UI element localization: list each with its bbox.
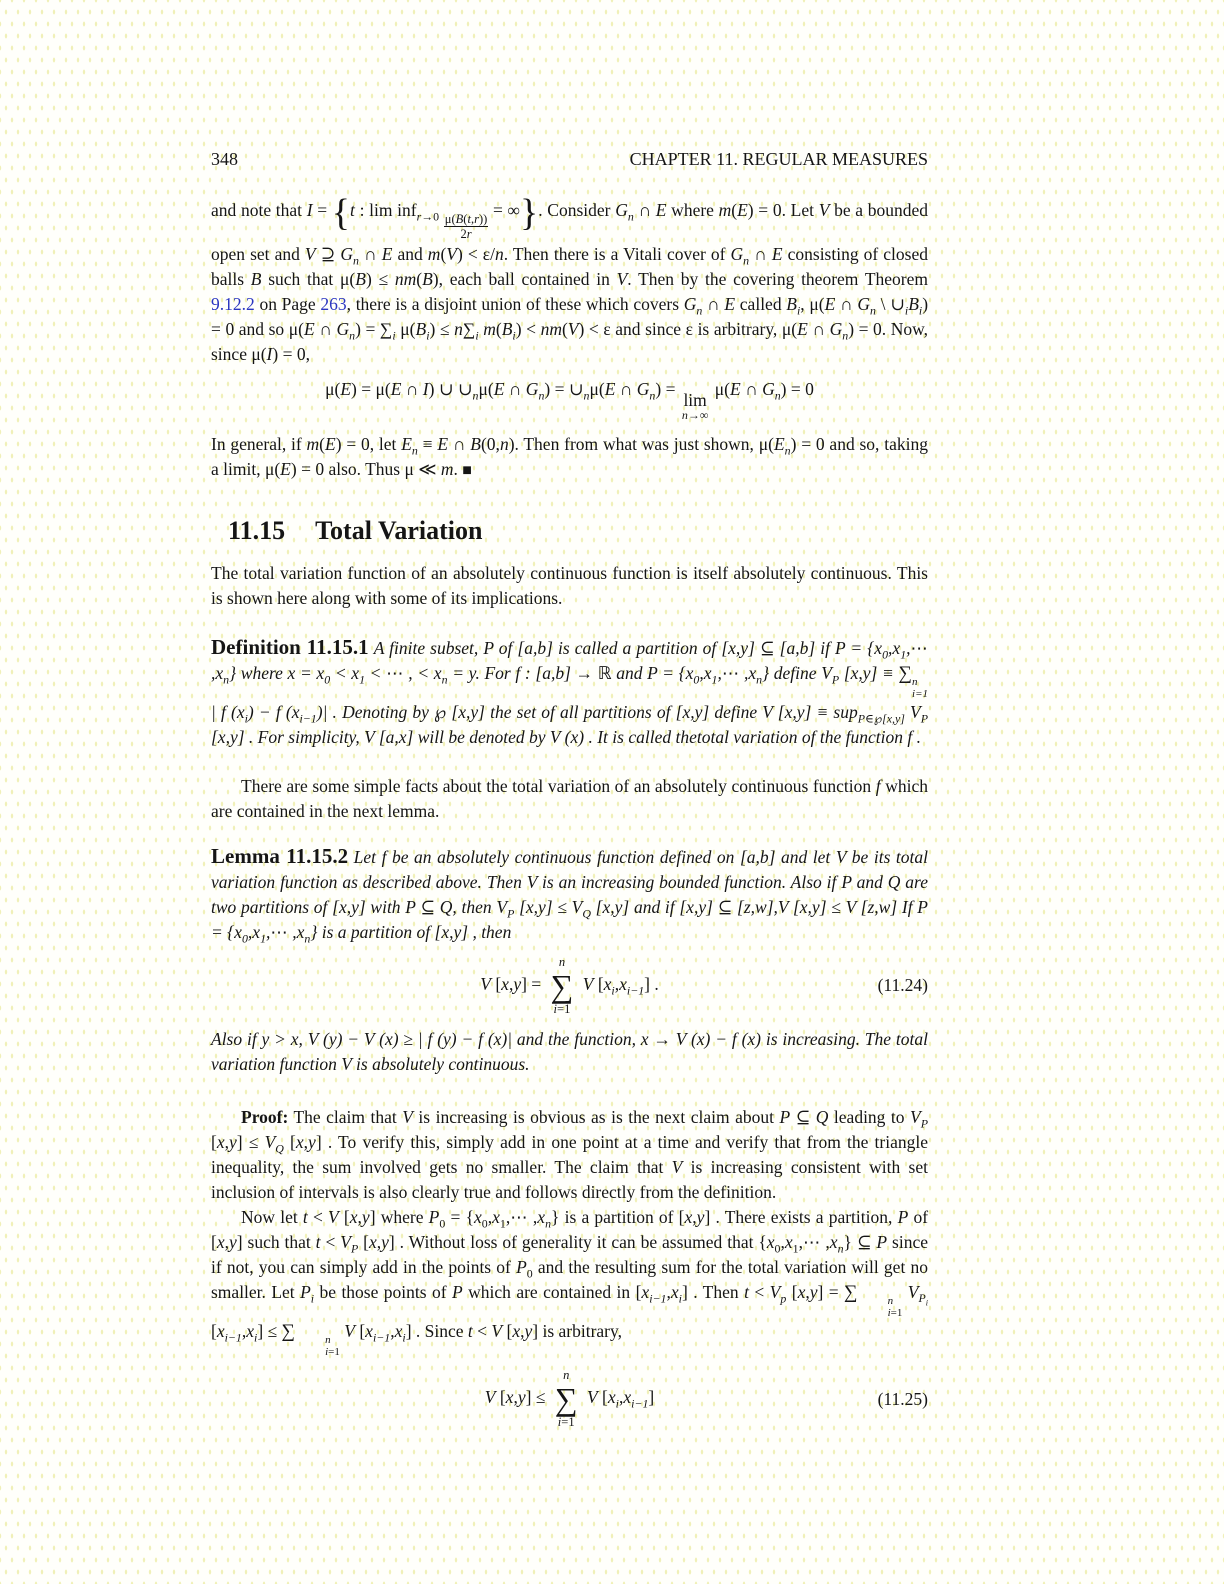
link-theorem-9-12-2[interactable]: 9.12.2 — [211, 293, 255, 314]
section-number: 11.15 — [228, 515, 286, 545]
equation-number-11-24: (11.24) — [877, 975, 928, 996]
lemma-body-continued: Also if y > x, V (y) − V (x) ≥ | f (y) − f (x)| and the function, x → V (x) − f (x) is increasing. The total variation function V is absolutely continuous. — [211, 1028, 928, 1074]
page-number: 348 — [211, 149, 238, 169]
proof-paragraph-2: Now let t < V [x,y] where $P_0$ = {$x_0,x_1,\cdots$ $,x_n$} is a partition of [x,y] . There exists a partition, P of [x,y] such that $t < V_P$ [x,y] . Without loss of generality it can be assumed that {$x_0,x_1,\cdots$ $,x_n$} ⊆ P since if not, you can simply add in the points of $P_0$ and the resulting sum for the total variation will get no smaller. Let $P_i$ be those points of P which are contained in $[x_{i-1},x_i]$ . Then $t < V_p$ [x,y] = ∑ n i=1 $V_{P_i}$ $[x_{i-1},x_i]$ ≤ ∑ n i=1 V $[x_{i-1},x_i]$ . Since t < V [x,y] is arbitrary, — [211, 1206, 929, 1359]
section-heading — [211, 515, 928, 547]
equation-body: V [x,y] ≤ n ∑ i=1 V $[x_i,x_{i-1}]$ — [484, 1368, 655, 1430]
proof-paragraph-1: Proof: The claim that V is increasing is obvious as is the next claim about P ⊆ Q leading to $V_P$ $[x,y] \le V_Q$ [x,y] . To verify this, simply add in one point at a time and verify that from the triangle inequality, the sum involved gets no smaller. The claim that V is increasing consistent with set inclusion of intervals is also clearly true and follows directly from the definition. — [211, 1106, 928, 1202]
definition-block — [211, 635, 928, 750]
link-page-263[interactable]: 263 — [320, 293, 347, 314]
paragraph-in-general: In general, if m(E) = 0, let $E_n \equiv E$ ∩ B(0,n). Then from what was just shown, $\mu(E_n) = 0$ and so, taking a limit, μ(E) = 0 also. Thus μ ≪ m. ■ — [211, 433, 928, 479]
definition-label: Definition 11.15.1 — [211, 634, 369, 659]
equation-number-11-25: (11.25) — [877, 1388, 928, 1409]
paragraph-simple-facts: There are some simple facts about the total variation of an absolutely continuous function f which are contained in the next lemma. — [211, 775, 928, 821]
definition-body: A finite subset, P of [a,b] is called a partition of [x,y] ⊆ [a,b] if $P = \{x_0,x_1,\cdots$ $,x_n$} where $x = x_0 < x_1$ < ⋯ , < $x_n = y$. For f : [a,b] → ℝ and $P = \{x_0,x_1,\cdots$ $,x_n$} define $V_P$ [x,y] ≡ ∑ n i=1 | f $(x_i) - f$ $(x_{i-1})|$ . Denoting by ℘ [x,y] the set of all partitions of [x,y] define V [x,y] ≡ sup$_{P\in℘[x,y]}$ $V_P$ [x,y] . For simplicity, V [a,x] will be denoted by V (x) . It is called thetotal variation of the function f . — [211, 637, 929, 747]
equation-body: μ(E) = μ(E ∩ I) ∪ $\cup_n\mu(E$ ∩ $G_n$) = $\cup_n\mu(E$ ∩ $G_n$) = lim n→∞ μ(E ∩ $G_n) = 0$ — [325, 378, 814, 423]
lemma-body: Let f be an absolutely continuous function defined on [a,b] and let V be its total variation function as described above. Then V is an increasing bounded function. Also if P and Q are two partitions of [x,y] with P ⊆ Q, then $V_P$ $[x,y] \le V_Q$ [x,y] and if [x,y] ⊆ [z,w],V [x,y] ≤ V [z,w] If $P = \{x_0,x_1,\cdots$ $,x_n$} is a partition of [x,y] , then — [211, 846, 929, 946]
section-intro: The total variation function of an absolutely continuous function is itself absolutely continuous. This is shown here along with some of its implications. — [211, 562, 928, 608]
equation-11-25 — [211, 1368, 928, 1430]
section-title: Total Variation — [315, 515, 483, 545]
equation-11-24 — [211, 955, 928, 1017]
display-equation-mu-e — [211, 377, 928, 422]
lemma-block — [211, 844, 928, 945]
page-header — [211, 148, 928, 170]
chapter-header: CHAPTER 11. REGULAR MEASURES — [629, 149, 928, 169]
paragraph-vitali-cover: and note that I = {t : lim inf$_{r\to 0}$ $\frac{\mu(B(t,r))}{2r}$ = ∞}. Consider $G_n$ ∩ E where m(E) = 0. Let V be a bounded open set and V ⊇ $G_n$ ∩ E and m(V) < ε/n. Then there is a Vitali cover of $G_n$ ∩ E consisting of closed balls B such that μ(B) ≤ nm(B), each ball contained in V. Then by the covering theorem Theorem 9.12.2 on Page 263, there is a disjoint union of these which covers $G_n$ ∩ E called $B_i$, μ(E ∩ $G_n$ \ $\cup_iB_i) = 0$ and so μ(E ∩ $G_n) = \sum_i$ $\mu(B_i) \le n\sum_i$ $m(B_i) < nm(V) < \varepsilon$ and since ε is arbitrary, μ(E ∩ $G_n) = 0$. Now, since μ(I) = 0, — [211, 192, 929, 364]
lemma-label: Lemma 11.15.2 — [211, 843, 349, 868]
equation-body: V [x,y] = n ∑ i=1 V $[x_i,x_{i-1}]$ . — [480, 954, 659, 1016]
